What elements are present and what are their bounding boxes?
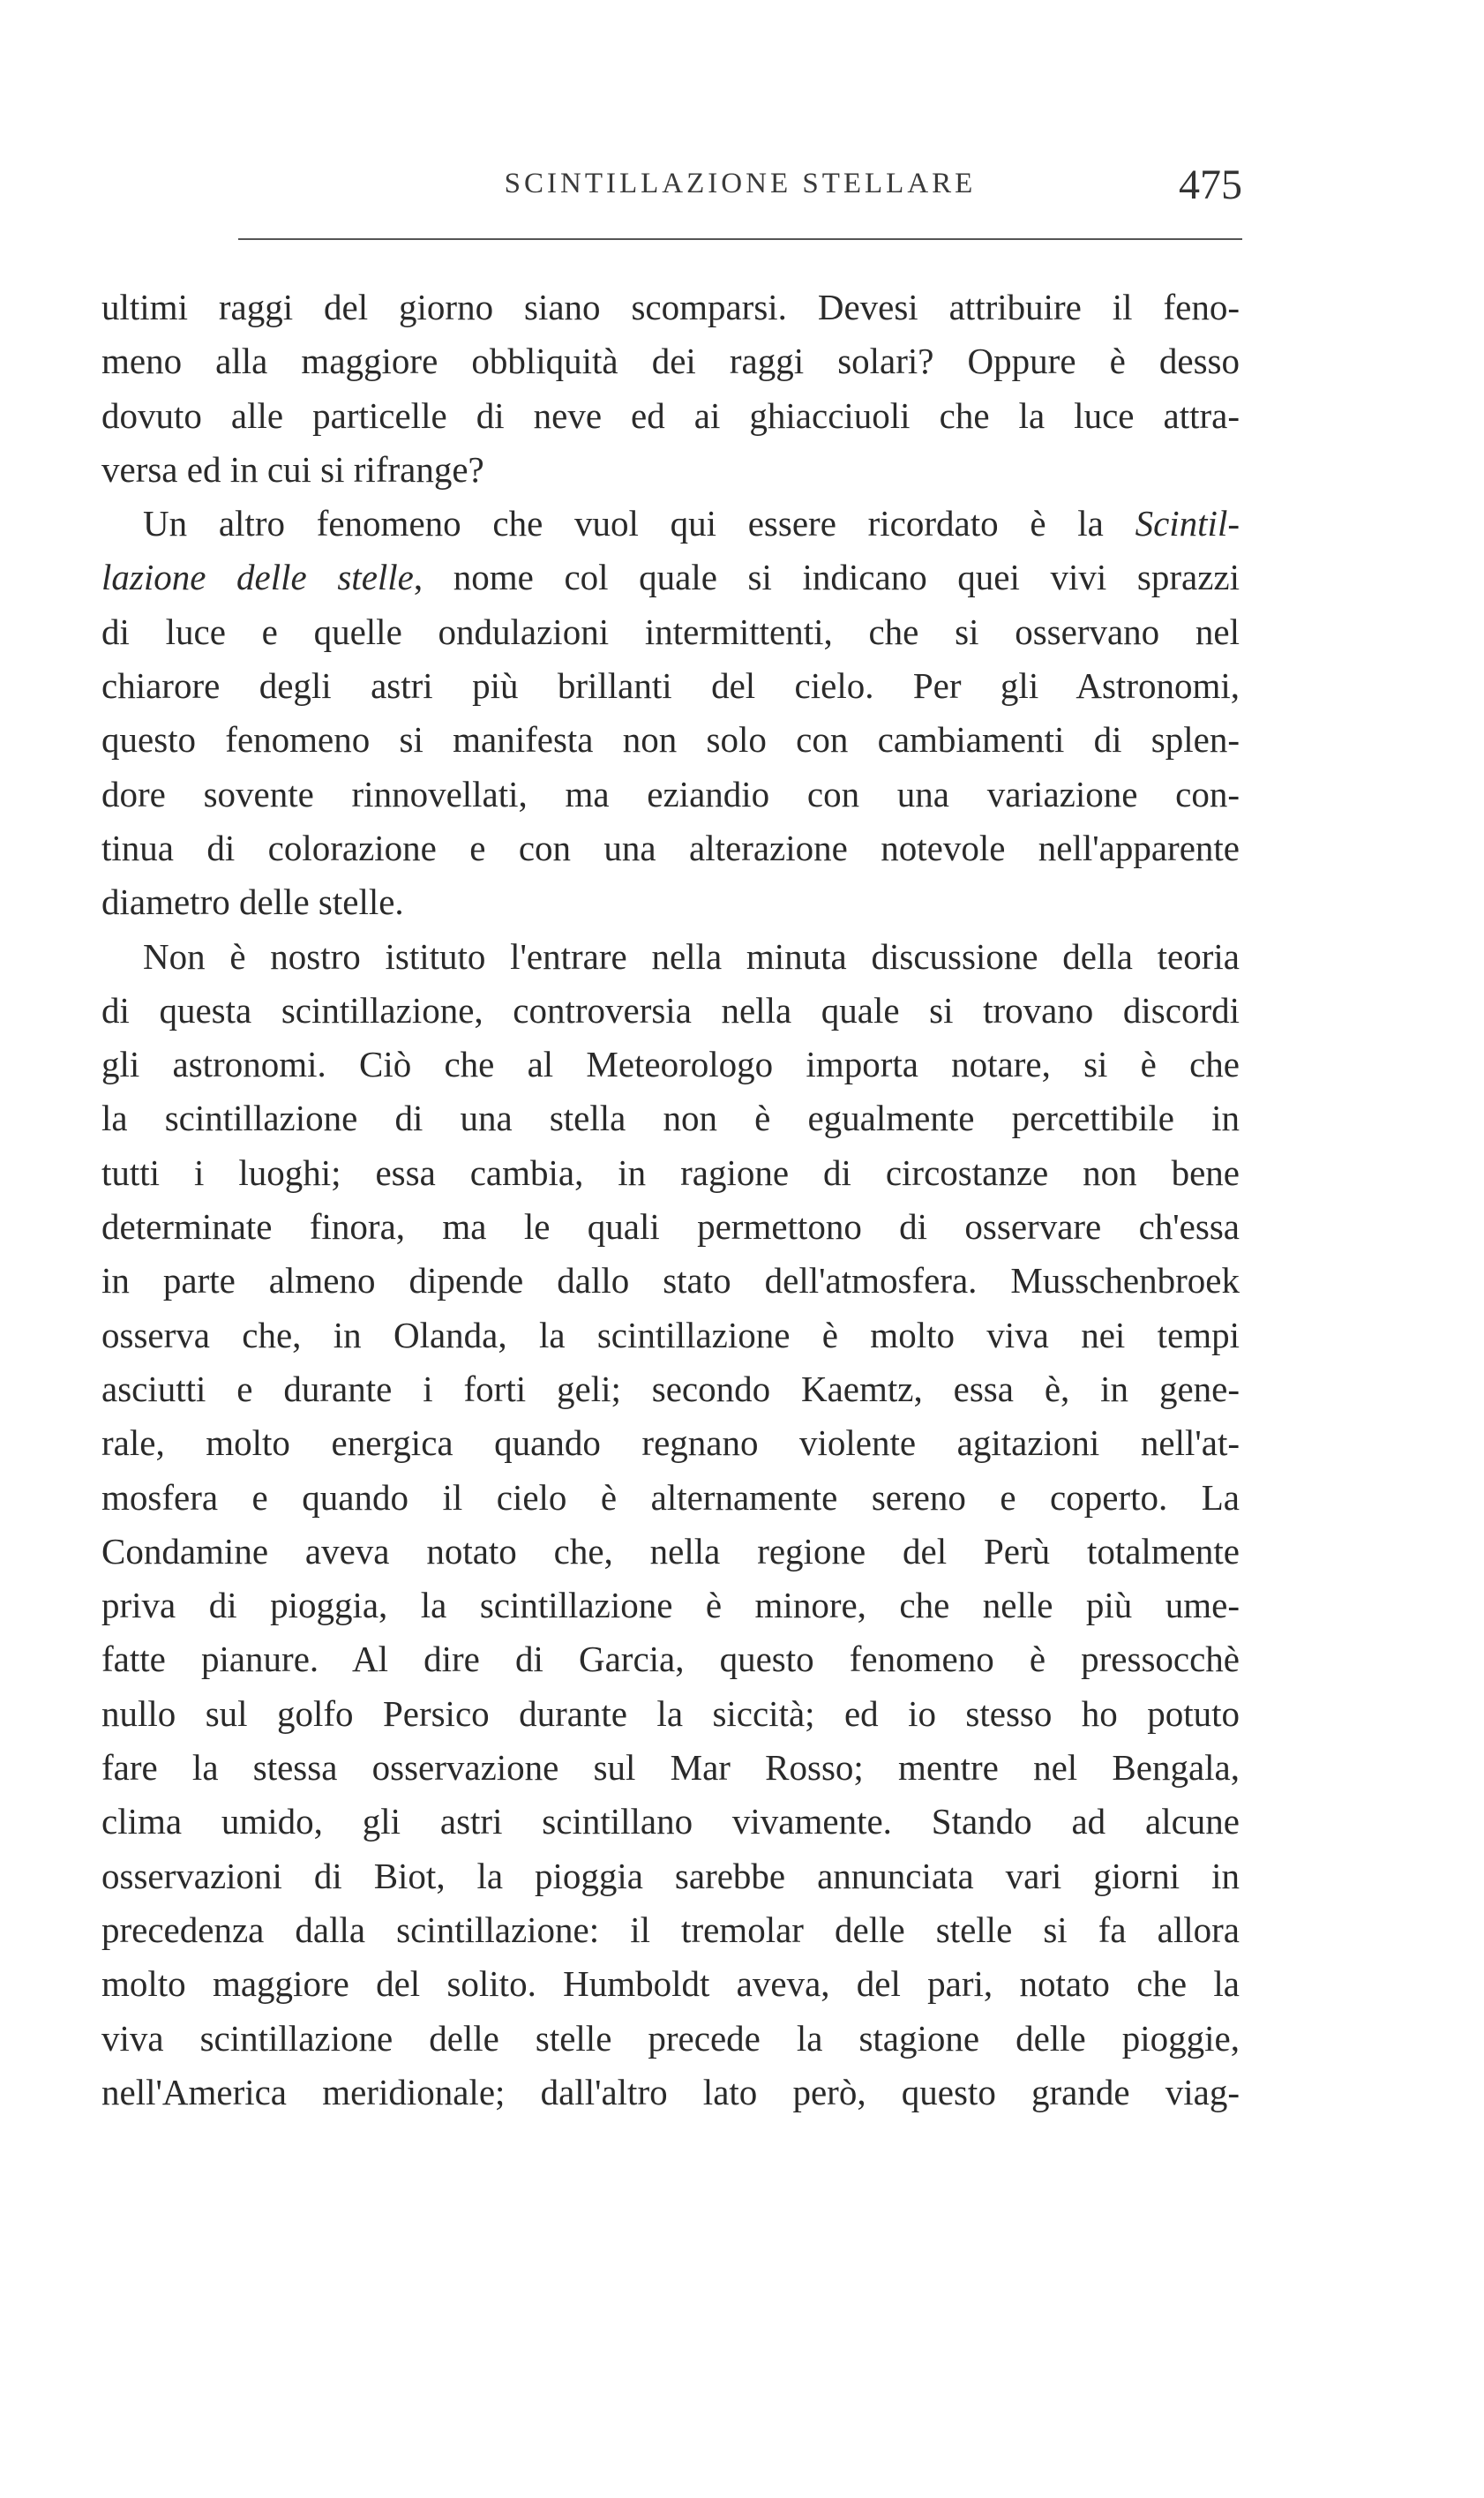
- text-line: Non è nostro istituto l'entrare nella minuta discussione della teoria: [143, 935, 1240, 977]
- text-line: viva scintillazione delle stelle precede la stagione delle pioggie,: [101, 2017, 1240, 2059]
- text-line: la scintillazione di una stella non è egualmente percettibile in: [101, 1098, 1240, 1139]
- text-line: nell'America meridionale; dall'altro lato però, questo grande viag-: [101, 2071, 1240, 2112]
- text-line: meno alla maggiore obbliquità dei raggi solari? Oppure è desso: [101, 341, 1240, 382]
- text-line: rale, molto energica quando regnano violente agitazioni nell'at-: [101, 1422, 1240, 1464]
- text-line: dovuto alle particelle di neve ed ai ghiacciuoli che la luce attra-: [101, 394, 1240, 436]
- text-line: [101, 551, 1240, 604]
- text-line: gli astronomi. Ciò che al Meteorologo importa notare, si è che: [101, 1044, 1240, 1085]
- text-line: precedenza dalla scintillazione: il tremolar delle stelle si fa allora: [101, 1909, 1240, 1950]
- text-line: mosfera e quando il cielo è alternamente sereno e coperto. La: [101, 1476, 1240, 1518]
- paragraph-2: [101, 497, 1240, 929]
- text-line: fare la stessa osservazione sul Mar Rosso; mentre nel Bengala,: [101, 1747, 1240, 1789]
- text-line: di questa scintillazione, controversia nella quale si trovano discordi: [101, 989, 1240, 1031]
- text-line: diametro delle stelle.: [101, 881, 404, 923]
- paragraph-3: [101, 930, 1240, 2120]
- text-line: molto maggiore del solito. Humboldt aveva, del pari, notato che la: [101, 1963, 1240, 2005]
- text-line: nullo sul golfo Persico durante la siccità; ed io stesso ho potuto: [101, 1692, 1240, 1734]
- body-text: [101, 281, 1240, 2119]
- text-run: , nome col quale si indicano quei vivi sprazzi: [413, 557, 1240, 598]
- text-line: tinua di colorazione e con una alterazione notevole nell'apparente: [101, 827, 1240, 868]
- header-rule: [238, 238, 1242, 240]
- text-line: osservazioni di Biot, la pioggia sarebbe annunciata vari giorni in: [101, 1855, 1240, 1896]
- running-title: SCINTILLAZIONE STELLARE: [504, 168, 977, 199]
- text-line: versa ed in cui si rifrange?: [101, 448, 484, 490]
- text-line: Condamine aveva notato che, nella regione del Perù totalmente: [101, 1530, 1240, 1572]
- text-line: questo fenomeno si manifesta non solo con cambiamenti di splen-: [101, 719, 1240, 761]
- text-line: fatte pianure. Al dire di Garcia, questo fenomeno è pressocchè: [101, 1639, 1240, 1680]
- text-line: dore sovente rinnovellati, ma eziandio con una variazione con-: [101, 773, 1240, 814]
- page-number: 475: [1179, 161, 1242, 208]
- paragraph-1: [101, 281, 1240, 497]
- text-line: [101, 497, 1240, 551]
- text-line: tutti i luoghi; essa cambia, in ragione di circostanze non bene: [101, 1151, 1240, 1193]
- text-line: in parte almeno dipende dallo stato dell'atmosfera. Musschenbroek: [101, 1260, 1240, 1302]
- italic-term: lazione delle stelle: [101, 557, 414, 598]
- text-line: di luce e quelle ondulazioni intermittenti, che si osservano nel: [101, 611, 1240, 652]
- text-line: ultimi raggi del giorno siano scomparsi. Devesi attribuire il feno-: [101, 287, 1240, 327]
- text-line: chiarore degli astri più brillanti del cielo. Per gli Astronomi,: [101, 665, 1240, 707]
- italic-term: Scintil-: [1135, 503, 1240, 544]
- text-line: osserva che, in Olanda, la scintillazione è molto viva nei tempi: [101, 1314, 1240, 1355]
- text-line: priva di pioggia, la scintillazione è minore, che nelle più ume-: [101, 1585, 1240, 1626]
- text-line: determinate finora, ma le quali permettono di osservare ch'essa: [101, 1206, 1240, 1248]
- text-run: Un altro fenomeno che vuol qui essere ricordato è la: [143, 503, 1135, 544]
- running-head: [238, 161, 1242, 215]
- text-line: asciutti e durante i forti geli; secondo Kaemtz, essa è, in gene-: [101, 1368, 1240, 1409]
- text-line: clima umido, gli astri scintillano vivamente. Stando ad alcune: [101, 1801, 1240, 1842]
